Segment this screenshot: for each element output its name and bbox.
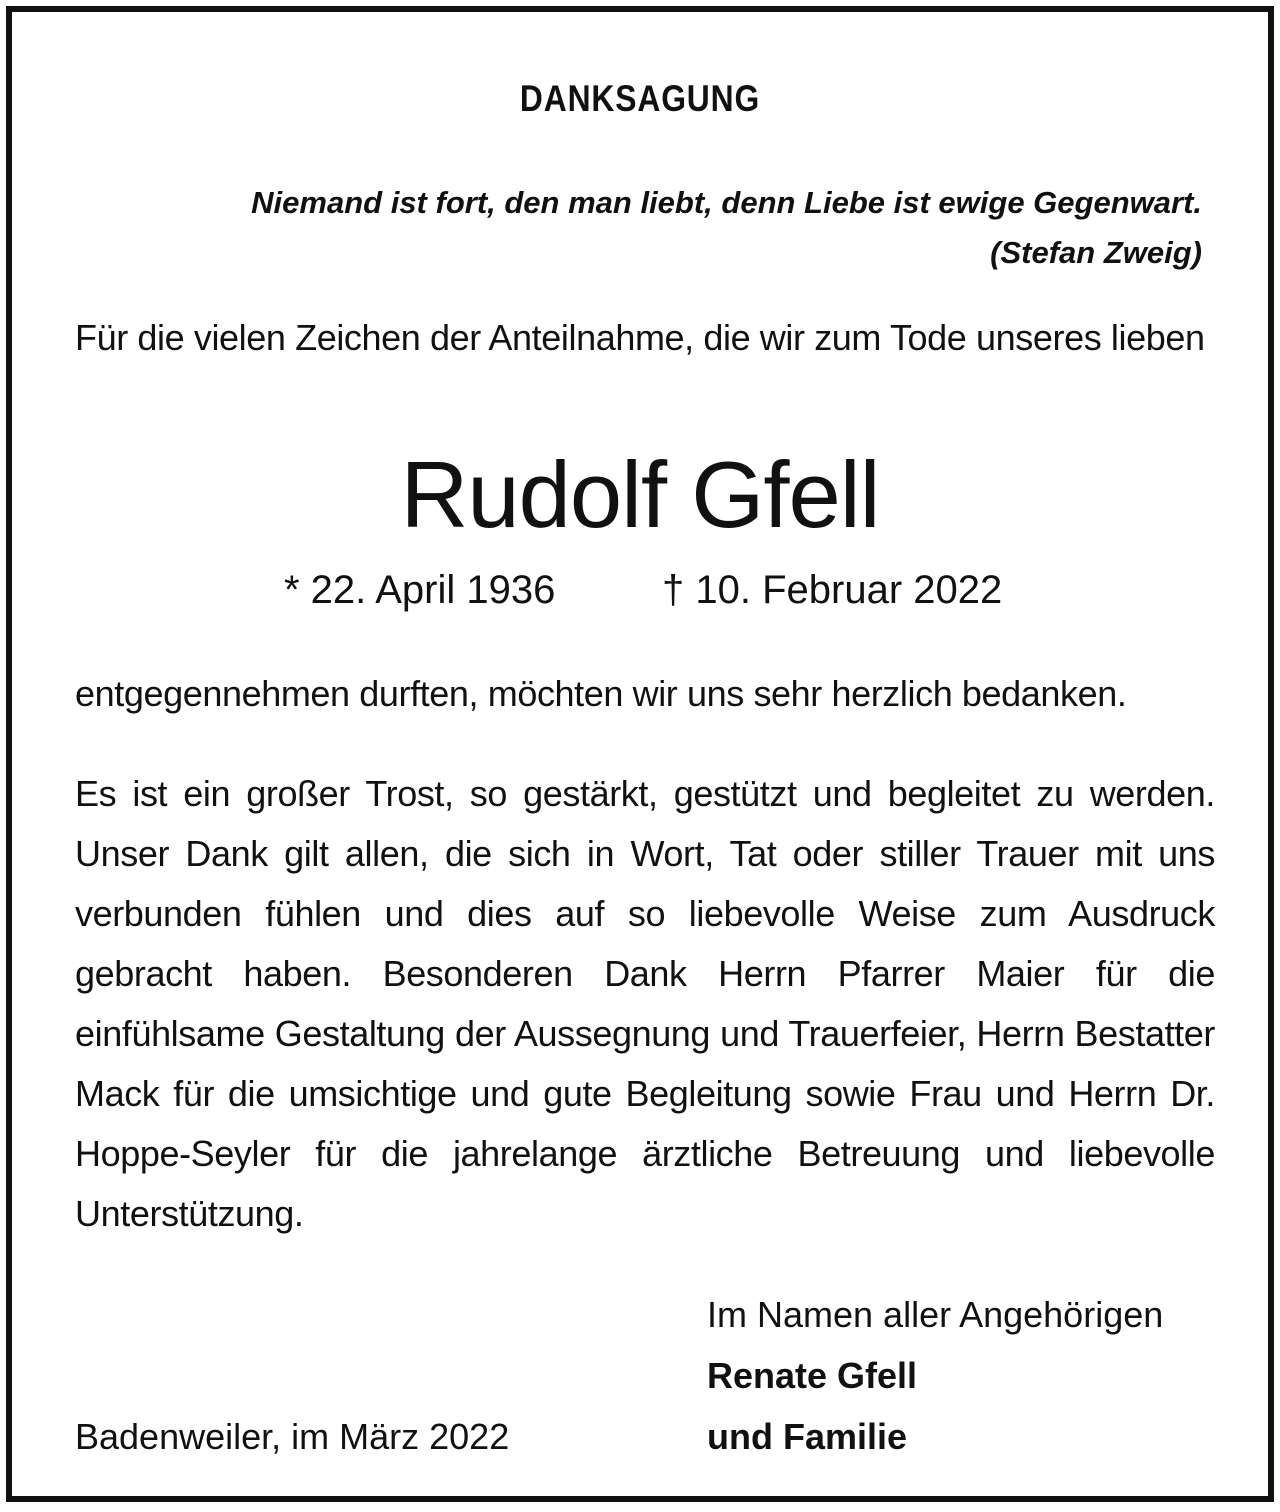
signature-block	[707, 1284, 1163, 1467]
intro-text: Für die vielen Zeichen der Anteilnahme, die wir zum Tode unseres lieben	[75, 317, 1205, 358]
quote-text: Niemand ist fort, den man liebt, denn Liebe ist ewige Gegenwart.	[251, 185, 1202, 220]
main-paragraph: Es ist ein großer Trost, so gestärkt, gestützt und begleitet zu werden. Unser Dank gilt allen, die sich in Wort, Tat oder stiller Trauer mit uns verbunden fühlen und dies auf so liebevolle Weise zum Ausdruck gebracht haben. Besonderen Dank Herrn Pfarrer Maier für die einfühlsame Gestaltung der Aussegnung und Trauerfeier, Herrn Bestatter Mack für die umsichtige und gute Begleitung sowie Frau und Herrn Dr. Hoppe-Seyler für die jahrelange ärztliche Betreuung und liebevolle Unterstützung.	[75, 773, 1215, 1234]
deceased-name: Rudolf Gfell	[400, 442, 880, 547]
quote	[102, 178, 1202, 278]
signature-line-3: und Familie	[707, 1416, 908, 1457]
birth-date: * 22. April 1936	[284, 568, 556, 612]
signature-line-2: Renate Gfell	[707, 1355, 918, 1396]
signature-line-1: Im Namen aller Angehörigen	[707, 1294, 1164, 1335]
place-date: Badenweiler, im März 2022	[75, 1416, 510, 1457]
obituary-card	[6, 6, 1274, 1502]
death-date: † 10. Februar 2022	[662, 568, 1003, 612]
quote-author: (Stefan Zweig)	[990, 235, 1202, 270]
thanks-text: entgegennehmen durften, möchten wir uns sehr herzlich bedanken.	[75, 673, 1127, 714]
heading: DANKSAGUNG	[519, 78, 761, 119]
